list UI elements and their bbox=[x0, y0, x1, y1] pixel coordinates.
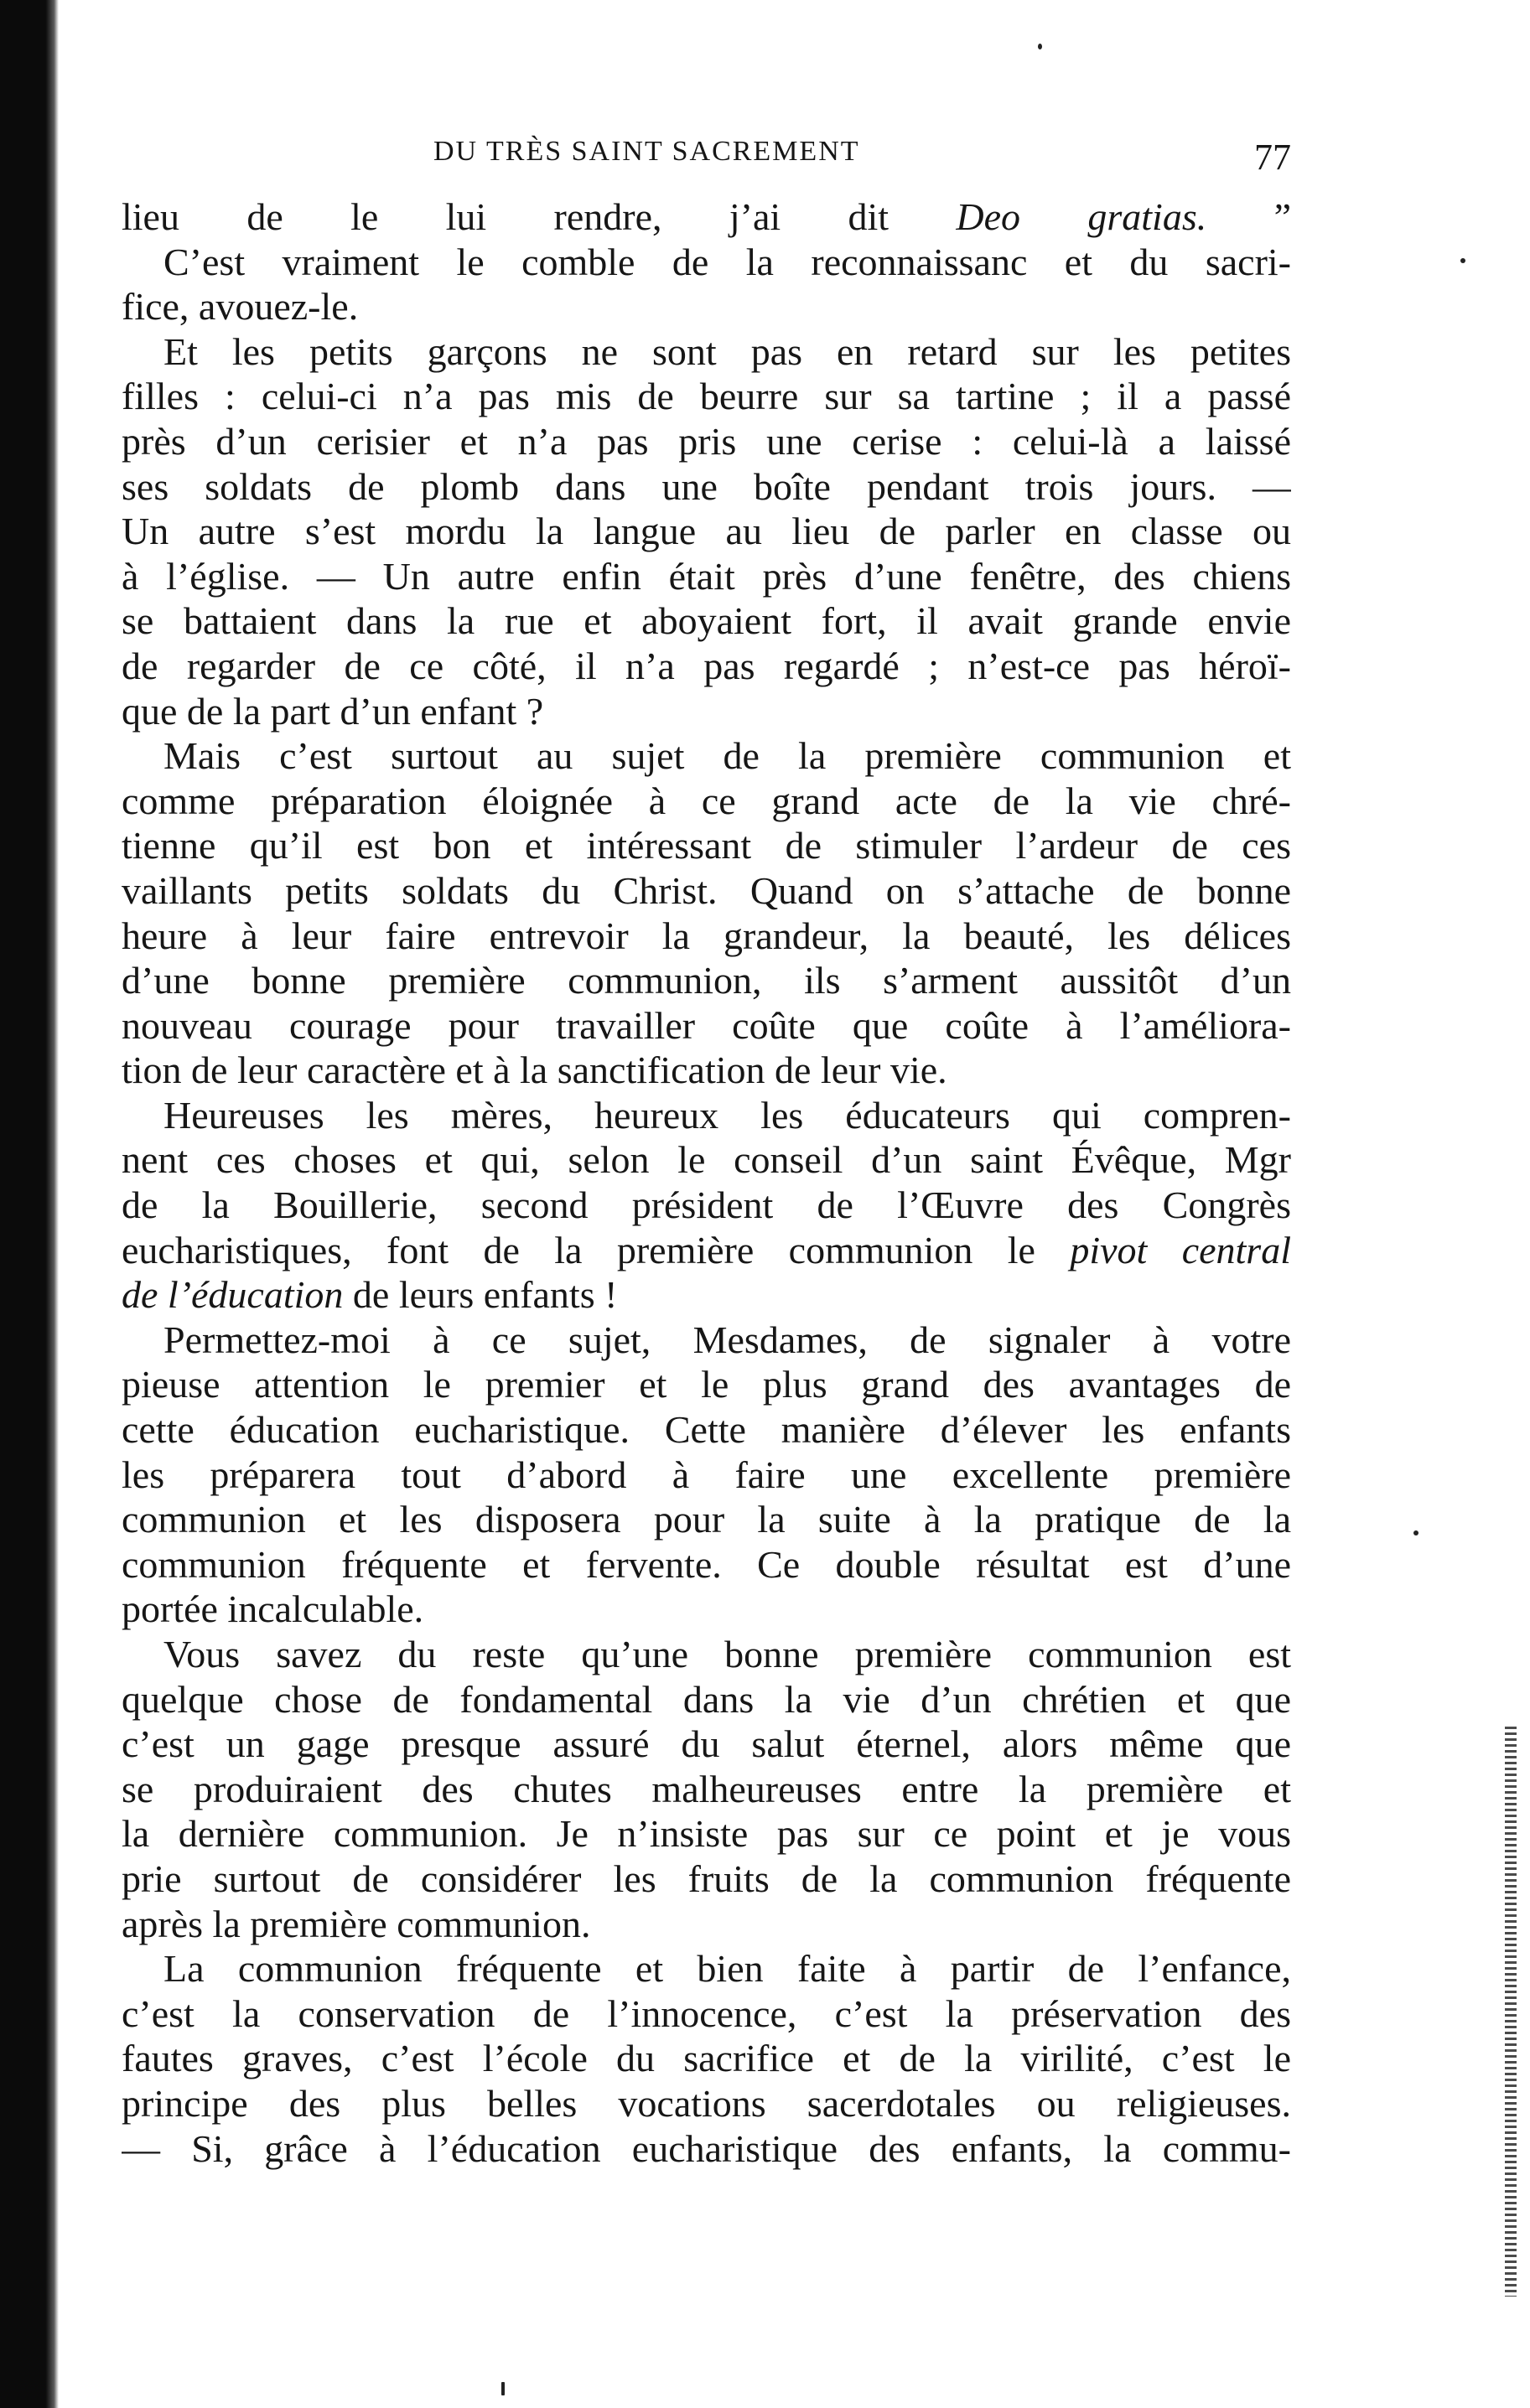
text-segment: — Si, grâce à l’éducation eucharistique des enfants, la commu- bbox=[122, 2126, 1291, 2170]
text-line bbox=[122, 1318, 1291, 1363]
text-line bbox=[122, 598, 1291, 644]
text-line bbox=[122, 958, 1291, 1003]
text-line bbox=[122, 2081, 1291, 2126]
body-text bbox=[122, 194, 1291, 2171]
text-line bbox=[122, 1946, 1291, 1991]
text-segment: Mais c’est surtout au sujet de la première communion et bbox=[163, 734, 1291, 778]
text-segment: de la Bouillerie, second président de l’Œuvre des Congrès bbox=[122, 1183, 1291, 1227]
text-segment: vaillants petits soldats du Christ. Quand on s’attache de bonne bbox=[122, 868, 1291, 912]
text-segment: à l’église. — Un autre enfin était près d’une fenêtre, des chiens bbox=[122, 554, 1291, 598]
text-line bbox=[122, 644, 1291, 689]
text-line bbox=[122, 1767, 1291, 1812]
text-line bbox=[122, 1272, 1291, 1318]
text-line bbox=[122, 733, 1291, 779]
running-header bbox=[122, 136, 1291, 186]
italic-phrase: Deo gratias. bbox=[956, 195, 1207, 238]
text-segment: tienne qu’il est bon et intéressant de stimuler l’ardeur de ces bbox=[122, 824, 1291, 867]
text-segment: ses soldats de plomb dans une boîte pendant trois jours. — bbox=[122, 464, 1291, 508]
text-segment: prie surtout de considérer les fruits de la communion fréquente bbox=[122, 1856, 1291, 1900]
text-segment: fautes graves, c’est l’école du sacrifice et de la virilité, c’est le bbox=[122, 2037, 1291, 2080]
text-line bbox=[122, 914, 1291, 959]
text-segment: Et les petits garçons ne sont pas en retard sur les petites bbox=[163, 329, 1291, 373]
text-line bbox=[122, 1003, 1291, 1049]
text-segment: lieu de le lui rendre, j’ai dit bbox=[122, 195, 957, 238]
scan-speck bbox=[1038, 44, 1042, 49]
text-segment: C’est vraiment le comble de la reconnaissanc et du sacri- bbox=[163, 240, 1291, 283]
text-line bbox=[122, 329, 1291, 375]
text-line bbox=[122, 374, 1291, 419]
text-segment: se produiraient des chutes malheureuses entre la première et bbox=[122, 1767, 1291, 1810]
text-line bbox=[122, 1497, 1291, 1542]
text-segment: comme préparation éloignée à ce grand acte de la vie chré- bbox=[122, 779, 1291, 822]
text-segment: de regarder de ce côté, il n’a pas regardé ; n’est-ce pas héroï- bbox=[122, 644, 1291, 687]
text-segment: après la première communion. bbox=[122, 1902, 591, 1945]
text-segment: eucharistiques, font de la première communion le bbox=[122, 1228, 1071, 1271]
text-segment: les préparera tout d’abord à faire une excellente première bbox=[122, 1453, 1291, 1496]
text-line bbox=[122, 1722, 1291, 1767]
text-line bbox=[122, 1048, 1291, 1093]
scan-speck bbox=[1460, 258, 1465, 263]
text-line bbox=[122, 1677, 1291, 1722]
running-title: DU TRÈS SAINT SACREMENT bbox=[433, 136, 860, 167]
text-line bbox=[122, 689, 1291, 734]
text-segment: Vous savez du reste qu’une bonne première communion est bbox=[163, 1633, 1291, 1675]
text-segment: principe des plus belles vocations sacerdotales ou religieuses. bbox=[122, 2081, 1291, 2125]
italic-phrase: de l’éducation bbox=[122, 1273, 344, 1317]
text-line bbox=[122, 509, 1291, 554]
text-segment: de leurs enfants ! bbox=[343, 1273, 618, 1317]
text-line bbox=[122, 240, 1291, 285]
text-segment: nent ces choses et qui, selon le conseil d’un saint Évêque, Mgr bbox=[122, 1138, 1291, 1182]
text-segment: cette éducation eucharistique. Cette manière d’élever les enfants bbox=[122, 1408, 1291, 1452]
text-line bbox=[122, 1453, 1291, 1498]
page-number: 77 bbox=[1254, 137, 1291, 178]
text-segment: c’est la conservation de l’innocence, c’est la préservation des bbox=[122, 1991, 1291, 2035]
text-segment: fice, avouez-le. bbox=[122, 285, 359, 329]
text-line bbox=[122, 1902, 1291, 1947]
text-line bbox=[122, 554, 1291, 599]
text-segment: se battaient dans la rue et aboyaient fort, il avait grande envie bbox=[122, 599, 1291, 643]
text-line bbox=[122, 823, 1291, 868]
italic-phrase: pivot central bbox=[1070, 1228, 1291, 1271]
text-line bbox=[122, 194, 1291, 240]
text-segment: Heureuses les mères, heureux les éducateurs qui compren- bbox=[163, 1093, 1291, 1137]
text-segment: heure à leur faire entrevoir la grandeur, la beauté, les délices bbox=[122, 914, 1291, 957]
text-line bbox=[122, 1137, 1291, 1183]
text-segment: près d’un cerisier et n’a pas pris une cerise : celui-là a laissé bbox=[122, 419, 1291, 463]
text-segment: Un autre s’est mordu la langue au lieu de parler en classe ou bbox=[122, 510, 1291, 553]
scan-speck bbox=[501, 2382, 505, 2395]
text-line bbox=[122, 1183, 1291, 1228]
text-segment: portée incalculable. bbox=[122, 1587, 424, 1631]
text-line bbox=[122, 1228, 1291, 1273]
text-segment: Permettez-moi à ce sujet, Mesdames, de signaler à votre bbox=[163, 1318, 1291, 1361]
text-segment: pieuse attention le premier et le plus grand des avantages de bbox=[122, 1363, 1291, 1406]
text-line bbox=[122, 1093, 1291, 1138]
text-segment: c’est un gage presque assuré du salut éternel, alors même que bbox=[122, 1722, 1291, 1766]
text-line bbox=[122, 1542, 1291, 1587]
text-line bbox=[122, 868, 1291, 914]
text-line bbox=[122, 1991, 1291, 2037]
text-segment: communion et les disposera pour la suite à la pratique de la bbox=[122, 1498, 1291, 1541]
page-binding-shadow bbox=[0, 0, 59, 2408]
text-segment: communion fréquente et fervente. Ce double résultat est d’une bbox=[122, 1542, 1291, 1586]
text-segment: d’une bonne première communion, ils s’arment aussitôt d’un bbox=[122, 959, 1291, 1002]
text-segment: que de la part d’un enfant ? bbox=[122, 689, 544, 733]
scan-speck bbox=[1413, 1530, 1418, 1535]
text-segment: nouveau courage pour travailler coûte que coûte à l’améliora- bbox=[122, 1003, 1291, 1047]
text-line bbox=[122, 1856, 1291, 1902]
right-margin-scan-marks bbox=[1505, 1727, 1517, 2297]
text-line bbox=[122, 419, 1291, 464]
text-line bbox=[122, 1362, 1291, 1407]
text-line bbox=[122, 1587, 1291, 1632]
text-segment: quelque chose de fondamental dans la vie d’un chrétien et que bbox=[122, 1677, 1291, 1721]
text-line bbox=[122, 779, 1291, 824]
text-line bbox=[122, 1632, 1291, 1677]
text-line bbox=[122, 284, 1291, 329]
text-line bbox=[122, 464, 1291, 510]
text-segment: filles : celui-ci n’a pas mis de beurre sur sa tartine ; il a passé bbox=[122, 375, 1291, 418]
text-line bbox=[122, 2036, 1291, 2081]
text-segment: la dernière communion. Je n’insiste pas sur ce point et je vous bbox=[122, 1812, 1291, 1856]
text-segment: tion de leur caractère et à la sanctification de leur vie. bbox=[122, 1049, 947, 1092]
text-segment: ” bbox=[1206, 195, 1291, 238]
text-line bbox=[122, 1811, 1291, 1856]
text-line bbox=[122, 2126, 1291, 2172]
text-line bbox=[122, 1407, 1291, 1453]
text-segment: La communion fréquente et bien faite à partir de l’enfance, bbox=[163, 1947, 1291, 1991]
